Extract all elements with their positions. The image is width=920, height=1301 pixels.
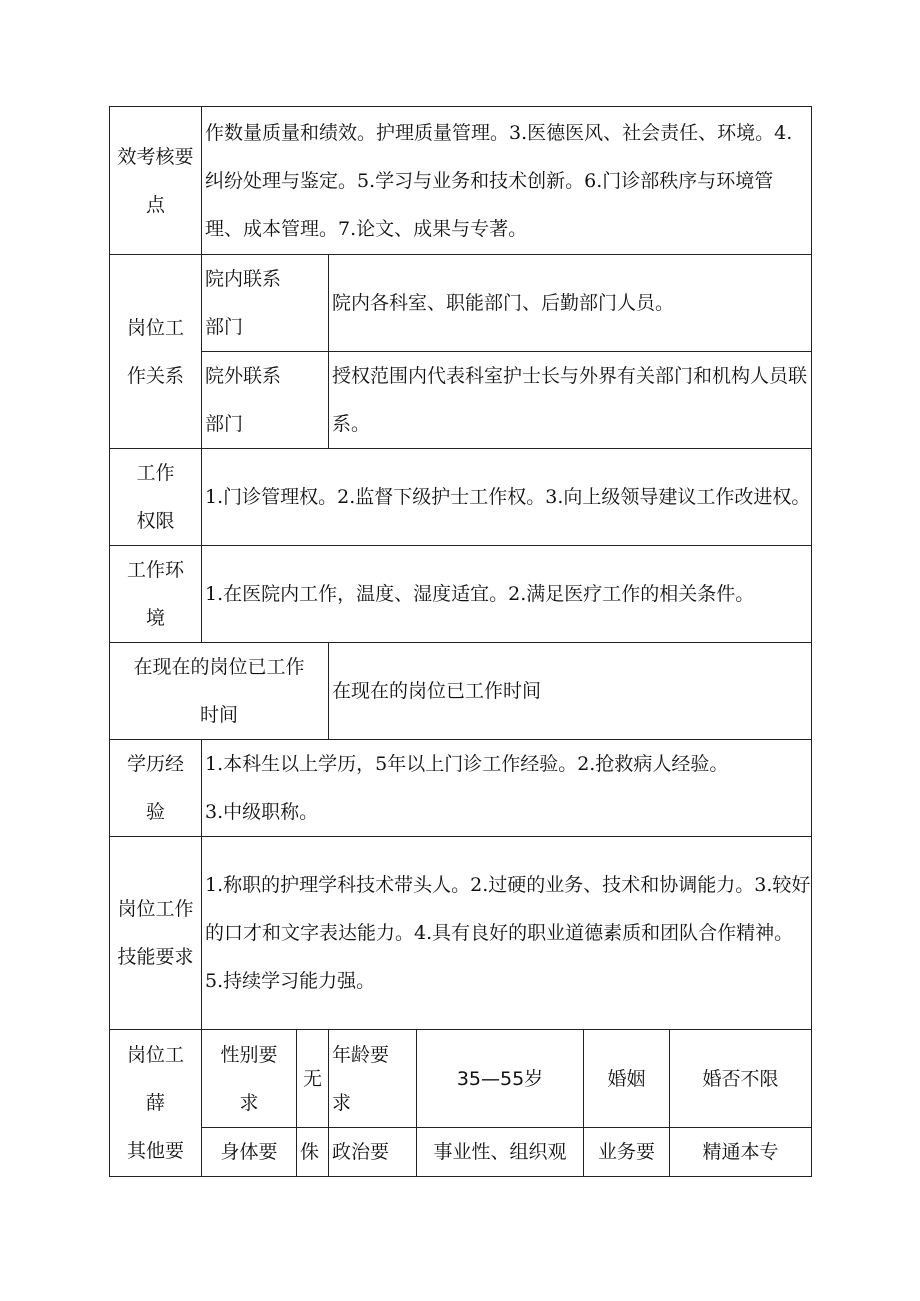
age-value: 35—55岁 xyxy=(417,1030,584,1128)
business-label: 业务要 xyxy=(584,1128,670,1177)
kpi-row xyxy=(110,107,812,255)
external-contact-label: 院外联系 部门 xyxy=(202,352,329,449)
skills-content: 1.称职的护理学科技术带头人。2.过硬的业务、技术和协调能力。3.较好的口才和文字表达能力。4.具有良好的职业道德素质和团队合作精神。5.持续学习能力强。 xyxy=(202,837,812,1030)
education-row xyxy=(110,740,812,837)
environment-row xyxy=(110,546,812,643)
tenure-label: 在现在的岗位已工作 时间 xyxy=(110,643,329,740)
other-row-2 xyxy=(110,1128,812,1177)
skills-row xyxy=(110,837,812,1030)
kpi-label: 效考核要 点 xyxy=(110,107,202,255)
environment-label: 工作环 境 xyxy=(110,546,202,643)
external-contact-value: 授权范围内代表科室护士长与外界有关部门和机构人员联系。 xyxy=(329,352,812,449)
business-value: 精通本专 xyxy=(670,1128,812,1177)
relations-label: 岗位工 作关系 xyxy=(110,255,202,449)
age-label: 年龄要 求 xyxy=(329,1030,417,1128)
relations-external-row xyxy=(110,352,812,449)
job-description-table xyxy=(109,106,812,1177)
politics-label: 政治要 xyxy=(329,1128,417,1177)
marriage-value: 婚否不限 xyxy=(670,1030,812,1128)
other-label: 岗位工 薛 其他要 xyxy=(110,1030,202,1177)
skills-label: 岗位工作 技能要求 xyxy=(110,837,202,1030)
authority-row xyxy=(110,449,812,546)
marriage-label: 婚姻 xyxy=(584,1030,670,1128)
internal-contact-value: 院内各科室、职能部门、后勤部门人员。 xyxy=(329,255,812,352)
body-label: 身体要 xyxy=(202,1128,297,1177)
environment-content: 1.在医院内工作，温度、湿度适宜。2.满足医疗工作的相关条件。 xyxy=(202,546,812,643)
education-content: 1.本科生以上学历，5年以上门诊工作经验。2.抢救病人经验。 3.中级职称。 xyxy=(202,740,812,837)
politics-value: 事业性、组织观 xyxy=(417,1128,584,1177)
kpi-content: 作数量质量和绩效。护理质量管理。3.医德医风、社会责任、环境。4.纠纷处理与鉴定。5.学习与业务和技术创新。6.门诊部秩序与环境管理、成本管理。7.论文、成果与专著。 xyxy=(202,107,812,255)
gender-value: 无 xyxy=(297,1030,329,1128)
authority-content: 1.门诊管理权。2.监督下级护士工作权。3.向上级领导建议工作改进权。 xyxy=(202,449,812,546)
education-label: 学历经 验 xyxy=(110,740,202,837)
authority-label: 工作 权限 xyxy=(110,449,202,546)
tenure-value: 在现在的岗位已工作时间 xyxy=(329,643,812,740)
body-value: 侏 xyxy=(297,1128,329,1177)
gender-label: 性别要 求 xyxy=(202,1030,297,1128)
other-row-1 xyxy=(110,1030,812,1128)
tenure-row xyxy=(110,643,812,740)
internal-contact-label: 院内联系 部门 xyxy=(202,255,329,352)
relations-internal-row xyxy=(110,255,812,352)
